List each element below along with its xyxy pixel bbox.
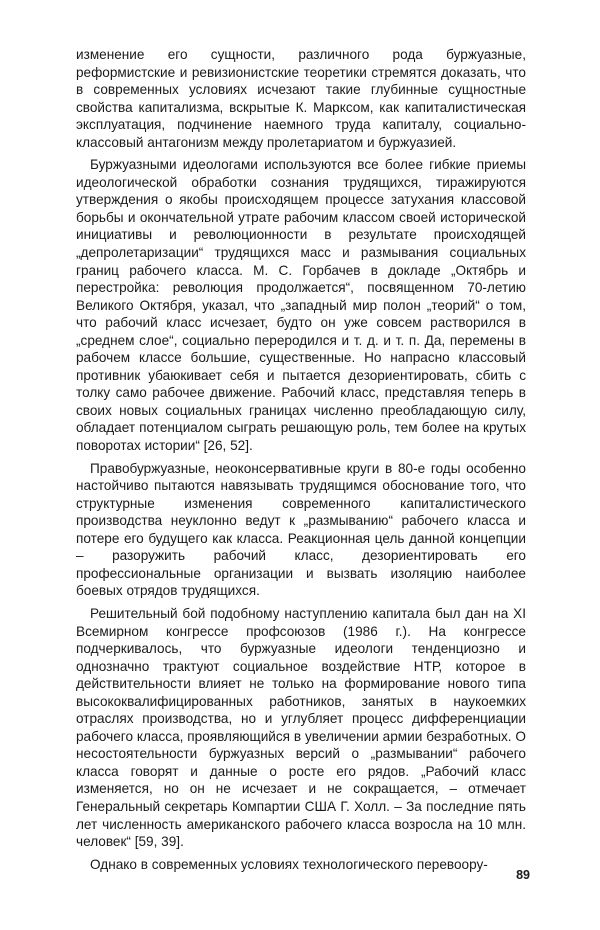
paragraph-3: Правобуржуазные, неоконсервативные круги в 80-е годы особенно настойчиво пытаются навязывать трудящимся обоснование того, что структурные изменения современного капиталистического производства неуклонно ведут к „размыванию“ рабочего класса и потере его будущего как класса. Реакционная цель данной концепции – разоружить рабочий класс, дезориентировать его профессиональные организации и вызвать изоляцию наиболее боевых отрядов трудящихся. (76, 460, 526, 599)
paragraph-5: Однако в современных условиях технологического перевоору- (90, 856, 488, 872)
paragraph-4: Решительный бой подобному наступлению капитала был дан на XI Всемирном конгрессе профсоюзов (1986 г.). На конгрессе подчеркивалось, что буржуазные идеологи тенденциозно и однозначно трактуют социальное воздействие НТР, которое в действительности влияет не только на формирование нового типа высококвалифицированных работников, занятых в наукоемких отраслях производства, но и углубляет процесс дифференциации рабочего класса, проявляющийся в увеличении армии безработных. О несостоятельности буржуазных версий о „размывании“ рабочего класса говорят и данные о росте его рядов. „Рабочий класс изменяется, но он не исчезает и не сокращается, – отмечает Генеральный секретарь Компартии США Г. Холл. – За последние пять лет численность американского рабочего класса возросла на 10 млн. человек“ [59, 39]. (76, 605, 526, 850)
page-number: 89 (516, 868, 530, 882)
paragraph-2: Буржуазными идеологами используются все более гибкие приемы идеологической обработки сознания трудящихся, тиражируются утверждения о якобы происходящем процессе затухания классовой борьбы и окончательной утрате рабочим классом своей исторической инициативы и революционности в результате происходящей „депролетаризации“ трудящихся масс и размывания социальных границ рабочего класса. М. С. Горбачев в докладе „Октябрь и перестройка: революция продолжается“, посвященном 70-летию Великого Октября, указал, что „западный мир полон „теорий“ о том, что рабочий класс исчезает, будто он уже совсем растворился в „среднем слое“, социально переродился и т. д. и т. п. Да, перемены в рабочем классе большие, существенные. Но напрасно классовый противник убаюкивает себя и пытается дезориентировать, сбить с толку само рабочее движение. Рабочий класс, представляя теперь в своих новых социальных границах численно преобладающую силу, обладает потенциалом сыграть решающую роль, тем более на крутых поворотах истории“ [26, 52]. (76, 157, 526, 454)
paragraph-1: изменение его сущности, различного рода буржуазные, реформистские и ревизионистские теоретики стремятся доказать, что в современных условиях исчезают такие глубинные сущностные свойства капитализма, вскрытые К. Марксом, как капиталистическая эксплуатация, подчинение наемного труда капиталу, социально-классовый антагонизм между пролетариатом и буржуазией. (76, 47, 526, 150)
page-body (76, 46, 526, 878)
